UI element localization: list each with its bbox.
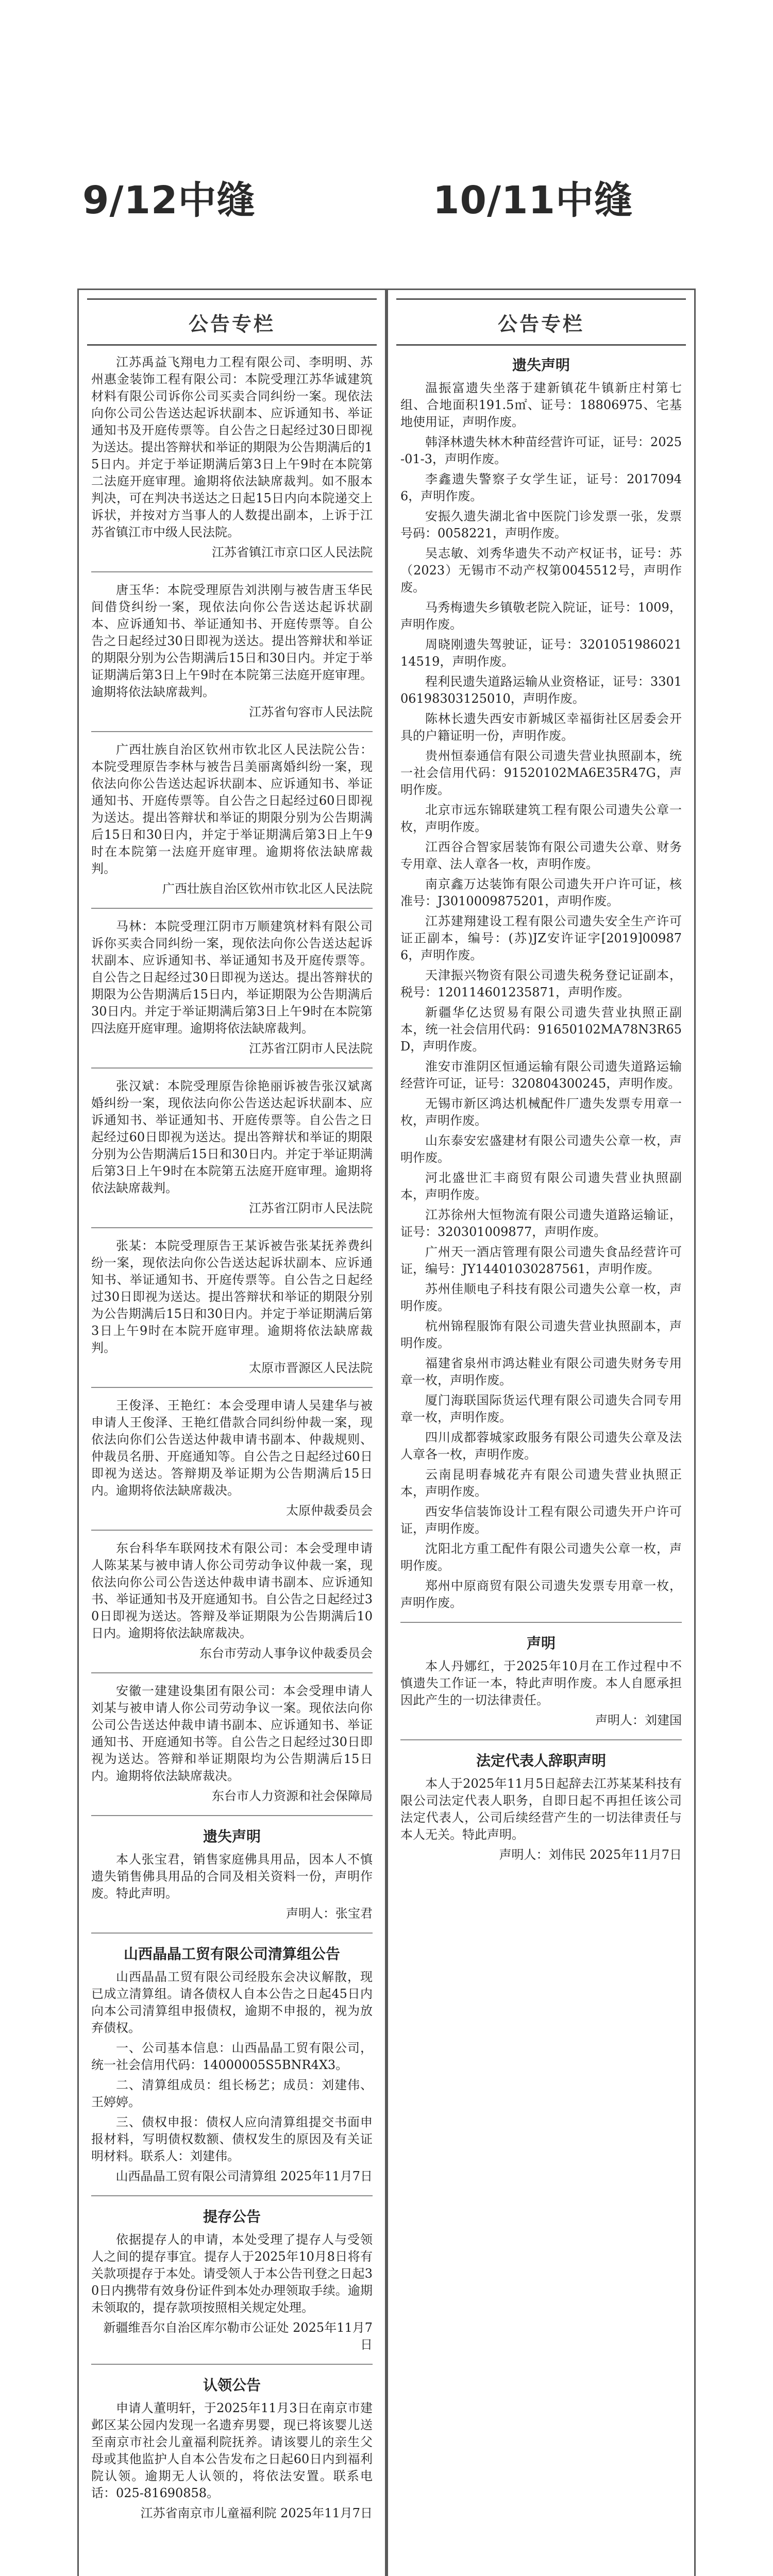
notice-paragraph: 北京市远东锦联建筑工程有限公司遗失公章一枚，声明作废。: [400, 803, 682, 834]
notice-item: [91, 1943, 373, 2185]
notice-signature: 江苏省江阴市人民法院: [249, 1201, 373, 1215]
notice-signature: 江苏省句容市人民法院: [249, 705, 373, 719]
notice-paragraph: 淮安市淮阴区恒通运输有限公司遗失道路运输经营许可证，证号：320804300245，声明作废。: [400, 1059, 682, 1091]
notice-divider: [400, 1739, 682, 1740]
notice-paragraph: 广西壮族自治区钦州市钦北区人民法院公告：本院受理原告李林与被告吕美丽离婚纠纷一案，现依法向你公告送达起诉状副本、应诉通知书、举证通知书、开庭传票等。自公告之日起经过60日即视为送达。提出答辩状和举证的期限分别为公告期满后15日和30日内，并定于举证期满后第3日上午9时在本院第一法庭开庭审理。逾期将依法缺席裁判。: [91, 742, 373, 876]
notice-paragraph: 张某：本院受理原告王某诉被告张某抚养费纠纷一案，现依法向你公告送达起诉状副本、应诉通知书、举证通知书、开庭传票等。自公告之日起经过30日即视为送达。提出答辩状和举证的期限分别为公告期满后15日和30日内。并定于举证期满后第3日上午9时在本院开庭审理。逾期将依法缺席裁判。: [91, 1239, 373, 1355]
left-section-heading: 9/12中缝: [82, 178, 256, 223]
right-column-body: [388, 354, 694, 1863]
notice-paragraph: 依据提存人的申请，本处受理了提存人与受领人之间的提存事宜。提存人于2025年10月8日将有关款项提存于本处。请受领人于本公告刊登之日起30日内携带有效身份证件到本处办理领取手续。逾期未领取的，提存款项按照相关规定处理。: [91, 2232, 373, 2315]
notice-paragraph: 天津振兴物资有限公司遗失税务登记证副本，税号：120114601235871，声明作废。: [400, 968, 682, 999]
notice-signature: 山西晶晶工贸有限公司清算组 2025年11月7日: [115, 2169, 373, 2183]
notice-paragraph: 云南昆明春城花卉有限公司遗失营业执照正本，声明作废。: [400, 1467, 682, 1499]
right-column-header: 公告专栏: [396, 298, 686, 346]
notice-paragraph: 四川成都蓉城家政服务有限公司遗失公章及法人章各一枚，声明作废。: [400, 1430, 682, 1462]
notice-item: [91, 1540, 373, 1662]
notice-signature: 东台市人力资源和社会保障局: [212, 1789, 373, 1803]
notice-item: [91, 1825, 373, 1922]
left-column-body: [79, 354, 385, 2522]
notice-divider: [91, 1672, 373, 1673]
notice-paragraph: 周晓刚遗失驾驶证，证号：320105198602114519，声明作废。: [400, 637, 682, 669]
notice-paragraph: 厦门海联国际货运代理有限公司遗失合同专用章一枚，声明作废。: [400, 1393, 682, 1425]
notice-paragraph: 郑州中原商贸有限公司遗失发票专用章一枚，声明作废。: [400, 1579, 682, 1610]
notice-item: [91, 1078, 373, 1217]
notice-signature: 太原市晋源区人民法院: [249, 1361, 373, 1375]
notice-paragraph: 东台科华车联网技术有限公司：本会受理申请人陈某某与被申请人你公司劳动争议仲裁一案，现依法向你公司公告送达仲裁申请书副本、应诉通知书、举证通知书及开庭通知书。自公告之日起经过30日即视为送达。答辩及举证期限为公告期满后10日内。逾期将依法缺席裁决。: [91, 1541, 373, 1640]
notice-signature: 声明人：刘建国: [595, 1713, 682, 1727]
notice-item: [91, 2206, 373, 2353]
notice-signature: 太原仲裁委员会: [286, 1503, 373, 1518]
notice-item: [400, 1750, 682, 1863]
notice-paragraph: 李鑫遗失警察子女学生证，证号：20170946，声明作废。: [400, 472, 682, 503]
notice-paragraph: 一、公司基本信息：山西晶晶工贸有限公司，统一社会信用代码：14000005S5BNR4X3。: [91, 2041, 373, 2072]
notice-paragraph: 申请人董明轩，于2025年11月3日在南京市建邺区某公园内发现一名遗弃男婴，现已将该婴儿送至南京市社会儿童福利院抚养。请该婴儿的亲生父母或其他监护人自本公告发布之日起60日内到福利院认领。逾期无人认领的，将依法安置。联系电话：025-81690858。: [91, 2401, 373, 2500]
notice-paragraph: 程利民遗失道路运输从业资格证，证号：330106198303125010，声明作废。: [400, 674, 682, 706]
notice-paragraph: 二、清算组成员：组长杨艺；成员：刘建伟、王婷婷。: [91, 2078, 373, 2109]
notice-paragraph: 广州天一酒店管理有限公司遗失食品经营许可证，编号：JY14401030287561，声明作废。: [400, 1245, 682, 1276]
notice-signature: 声明人：张宝君: [286, 1906, 373, 1921]
notice-paragraph: 江西谷合智家居装饰有限公司遗失公章、财务专用章、法人章各一枚，声明作废。: [400, 840, 682, 871]
notice-paragraph: 苏州佳顺电子科技有限公司遗失公章一枚，声明作废。: [400, 1282, 682, 1313]
notice-signature: 江苏省镇江市京口区人民法院: [212, 545, 373, 560]
notice-paragraph: 安徽一建建设集团有限公司：本会受理申请人刘某与被申请人你公司劳动争议一案。现依法向你公司公告送达仲裁申请书副本、应诉通知书、举证通知书、开庭通知书等。自公告之日起经过30日即视为送达。答辩和举证期限均为公告期满后15日内。逾期将依法缺席裁决。: [91, 1684, 373, 1783]
notice-paragraph: 安振久遗失湖北省中医院门诊发票一张，发票号码：0058221，声明作废。: [400, 509, 682, 540]
notice-divider: [91, 1227, 373, 1228]
notice-paragraph: 三、债权申报：债权人应向清算组提交书面申报材料，写明债权数额、债权发生的原因及有关证明材料。联系人：刘建伟。: [91, 2115, 373, 2163]
notice-paragraph: 山东泰安宏盛建材有限公司遗失公章一枚，声明作废。: [400, 1133, 682, 1165]
notice-paragraph: 马林：本院受理江阴市万顺建筑材料有限公司诉你买卖合同纠纷一案，现依法向你公告送达起诉状副本、应诉通知书、举证通知书及开庭传票等。自公告之日起经过30日即视为送达。提出答辩状的期限为公告期满后15日内，举证期限为公告期满后30日内。并定于举证期满后第3日上午9时在本院第四法庭开庭审理。逾期将依法缺席裁判。: [91, 919, 373, 1036]
notice-title: 提存公告: [203, 2208, 261, 2225]
notice-title: 声明: [526, 1635, 556, 1652]
notice-signature: 江苏省江阴市人民法院: [249, 1041, 373, 1056]
notice-paragraph: 山西晶晶工贸有限公司经股东会决议解散，现已成立清算组。请各债权人自本公告之日起45日内向本公司清算组申报债权，逾期不申报的，视为放弃债权。: [91, 1970, 373, 2035]
notice-paragraph: 温振富遗失坐落于建新镇花牛镇新庄村第七组、合地面积191.5㎡、证号：18806975、宅基地使用证，声明作废。: [400, 381, 682, 429]
notice-signature: 新疆维吾尔自治区库尔勒市公证处 2025年11月7日: [103, 2320, 373, 2352]
notice-paragraph: 新疆华亿达贸易有限公司遗失营业执照正副本，统一社会信用代码：91650102MA78N3R65D，声明作废。: [400, 1005, 682, 1054]
notice-title: 遗失声明: [512, 357, 570, 374]
notice-item: [91, 1683, 373, 1805]
notice-item: [400, 354, 682, 1612]
notice-item: [91, 1238, 373, 1377]
notice-item: [400, 1632, 682, 1729]
notice-paragraph: 杭州锦程服饰有限公司遗失营业执照副本，声明作废。: [400, 1319, 682, 1350]
right-notice-column: [386, 289, 696, 2576]
notice-divider: [91, 2195, 373, 2196]
notice-paragraph: 沈阳北方重工配件有限公司遗失公章一枚，声明作废。: [400, 1541, 682, 1573]
notice-title: 山西晶晶工贸有限公司清算组公告: [123, 1945, 340, 1962]
notice-paragraph: 本人丹娜红，于2025年10月在工作过程中不慎遗失工作证一本，特此声明作废。本人自愿承担因此产生的一切法律责任。: [400, 1659, 682, 1707]
notice-paragraph: 江苏建翔建设工程有限公司遗失安全生产许可证正副本，编号：(苏)JZ安许证字[2019]009876，声明作废。: [400, 914, 682, 962]
notice-item: [91, 741, 373, 897]
notice-paragraph: 本人于2025年11月5日起辞去江苏某某科技有限公司法定代表人职务，自即日起不再担任该公司法定代表人，公司后续经营产生的一切法律责任与本人无关。特此声明。: [400, 1776, 682, 1842]
notice-item: [91, 582, 373, 721]
notice-title: 认领公告: [203, 2377, 261, 2394]
notice-paragraph: 唐玉华：本院受理原告刘洪刚与被告唐玉华民间借贷纠纷一案，现依法向你公告送达起诉状副本、应诉通知书、举证通知书、开庭传票等。自公告之日起经过30日即视为送达。提出答辩状和举证的期限分别为公告期满后15日和30日内。并定于举证期满后第3日上午9时在本院第三法庭开庭审理。逾期将依法缺席裁判。: [91, 583, 373, 699]
notice-divider: [91, 1530, 373, 1531]
notice-divider: [91, 1815, 373, 1816]
notice-item: [91, 918, 373, 1057]
notice-item: [91, 2374, 373, 2522]
notice-divider: [400, 1622, 682, 1623]
notice-divider: [91, 731, 373, 732]
notice-paragraph: 河北盛世汇丰商贸有限公司遗失营业执照副本，声明作废。: [400, 1171, 682, 1202]
notice-divider: [91, 1387, 373, 1388]
notice-paragraph: 韩泽林遗失林木种苗经营许可证，证号：2025-01-3，声明作废。: [400, 435, 682, 466]
notice-paragraph: 南京鑫万达装饰有限公司遗失开户许可证，核准号：J3010009875201，声明作废。: [400, 877, 682, 908]
notice-title: 法定代表人辞职声明: [476, 1752, 606, 1769]
notice-paragraph: 贵州恒泰通信有限公司遗失营业执照副本，统一社会信用代码：91520102MA6E35R47G，声明作废。: [400, 749, 682, 797]
left-column-header: 公告专栏: [87, 298, 377, 346]
notice-paragraph: 无锡市新区鸿达机械配件厂遗失发票专用章一枚，声明作废。: [400, 1096, 682, 1128]
right-section-heading: 10/11中缝: [433, 178, 633, 223]
notice-divider: [91, 571, 373, 572]
notice-signature: 声明人：刘伟民 2025年11月7日: [499, 1848, 682, 1862]
notice-paragraph: 西安华信装饰设计工程有限公司遗失开户许可证，声明作废。: [400, 1504, 682, 1536]
notice-paragraph: 福建省泉州市鸿达鞋业有限公司遗失财务专用章一枚，声明作废。: [400, 1356, 682, 1387]
notice-title: 遗失声明: [203, 1828, 261, 1845]
left-notice-column: [77, 289, 386, 2576]
notice-divider: [91, 908, 373, 909]
notice-divider: [91, 1067, 373, 1069]
notice-paragraph: 江苏禹益飞翔电力工程有限公司、李明明、苏州惠金装饰工程有限公司：本院受理江苏华诚建筑材料有限公司诉你公司买卖合同纠纷一案。现依法向你公司公告送达起诉状副本、应诉通知书、举证通知书及开庭传票等。自公告之日起经过30日即视为送达。提出答辩状和举证的期限为公告期满后的15日内。并定于举证期满后第3日上午9时在本院第二法庭开庭审理。逾期将依法缺席裁判。如不服本判决，可在判决书送达之日起15日内向本院递交上诉状，并按对方当事人的人数提出副本，上诉于江苏省镇江市中级人民法院。: [91, 355, 373, 539]
notice-paragraph: 江苏徐州大恒物流有限公司遗失道路运输证，证号：320301009877，声明作废。: [400, 1208, 682, 1239]
notice-signature: 东台市劳动人事争议仲裁委员会: [199, 1646, 373, 1660]
notice-paragraph: 陈林长遗失西安市新城区幸福街社区居委会开具的户籍证明一份，声明作废。: [400, 711, 682, 743]
notice-paragraph: 吴志敏、刘秀华遗失不动产权证书，证号：苏（2023）无锡市不动产权第0045512号，声明作废。: [400, 546, 682, 595]
notice-item: [91, 1397, 373, 1519]
notice-paragraph: 王俊泽、王艳红：本会受理申请人吴建华与被申请人王俊泽、王艳红借款合同纠纷仲裁一案，现依法向你们公告送达仲裁申请书副本、仲裁规则、仲裁员名册、开庭通知等。自公告之日起经过60日即视为送达。答辩期及举证期为公告期满后15日内。逾期将依法缺席裁决。: [91, 1398, 373, 1498]
notice-signature: 广西壮族自治区钦州市钦北区人民法院: [162, 882, 373, 896]
notice-divider: [91, 1933, 373, 1934]
notice-item: [91, 354, 373, 561]
notice-divider: [91, 2364, 373, 2365]
notice-paragraph: 马秀梅遗失乡镇敬老院入院证，证号：1009，声明作废。: [400, 600, 682, 632]
notice-paragraph: 本人张宝君，销售家庭佛具用品，因本人不慎遗失销售佛具用品的合同及相关资料一份，声明作废。特此声明。: [91, 1852, 373, 1901]
notice-paragraph: 张汉斌：本院受理原告徐艳丽诉被告张汉斌离婚纠纷一案，现依法向你公告送达起诉状副本、应诉通知书、举证通知书、开庭传票等。自公告之日起经过60日即视为送达。提出答辩状和举证的期限分别为公告期满后15日和30日内。并定于举证期满后第3日上午9时在本院第五法庭开庭审理。逾期将依法缺席裁判。: [91, 1079, 373, 1195]
notice-signature: 江苏省南京市儿童福利院 2025年11月7日: [140, 2506, 373, 2520]
